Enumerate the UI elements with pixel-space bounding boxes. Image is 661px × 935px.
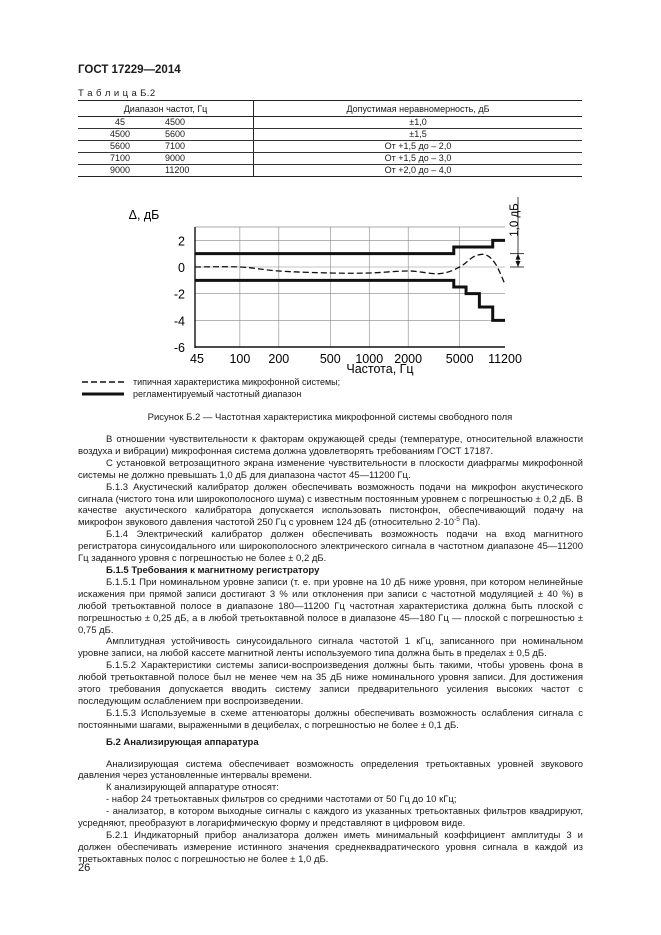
paragraph: Б.1.5.3 Используемые в схеме аттенюаторы должны обеспечивать возможность ослабления сигнала с постоянными шагами, выраженными в децибелах, с погрешностью не более ± 0,1 дБ. <box>78 707 583 731</box>
tolerance: От +1,5 до – 3,0 <box>254 153 583 165</box>
tolerance: ±1,0 <box>254 117 583 129</box>
x-tick-label: 100 <box>229 352 251 366</box>
chart-legend <box>82 376 340 400</box>
x-tick-label: 500 <box>319 352 341 366</box>
freq-from: 9000 <box>78 165 162 177</box>
tolerance: ±1,5 <box>254 129 583 141</box>
paragraph: Б.1.4 Электрический калибратор должен обеспечивать возможность подачи на вход магнитного регистратора синусоидального или широкополосного электрического сигнала в частотном диапазоне 45—11200 Гц заданного уровня с погрешностью не более ± 0,2 дБ. <box>78 529 583 565</box>
y-tick-label: -4 <box>173 314 185 329</box>
paragraph <box>78 482 583 530</box>
y-tick-label: -2 <box>173 287 185 302</box>
table-header-tolerance: Допустимая неравномерность, дБ <box>254 101 583 117</box>
tolerance-upper-line <box>195 240 505 253</box>
solid-line-swatch <box>82 391 124 397</box>
chart-svg <box>120 190 540 376</box>
paragraph: Анализирующая система обеспечивает возможность определения третьоктавных уровней звукового давления через установленные интервалы времени. <box>78 758 583 782</box>
table-row <box>78 117 582 129</box>
paragraph: В отношении чувствительности к факторам окружающей среды (температуре, относительной влажности воздуха и вибрации) микрофонная система должна удовлетворять требованиям ГОСТ 17187. <box>78 434 583 457</box>
table-header-frequency: Диапазон частот, Гц <box>78 101 254 117</box>
paragraph-text: Па). <box>459 517 481 529</box>
figure-caption: Рисунок Б.2 — Частотная характеристика микрофонной системы свободного поля <box>147 412 513 423</box>
page-number: 26 <box>78 862 91 874</box>
body-text <box>78 434 583 866</box>
tolerance-lower-line <box>195 280 505 320</box>
x-tick-label: 200 <box>268 352 290 366</box>
list-item: - анализатор, в котором выходные сигналы с каждого из указанных третьоктавных фильтров квадрируют, усредняют, преобразуют в логарифмическую форму и представляют в цифровом виде. <box>78 806 583 830</box>
table-row <box>78 129 582 141</box>
tolerance: От +2,0 до – 4,0 <box>254 165 583 177</box>
paragraph: Б.2.1 Индикаторный прибор анализатора должен иметь минимальный коэффициент амплитуды 3 и должен обеспечивать измерение истинного значения среднеквадратического уровня сигнала в каждой из третьоктавных полос с погрешностью не более ± 1,0 дБ. <box>78 830 583 865</box>
document-header: ГОСТ 17229—2014 <box>78 64 181 76</box>
y-tick-label: -6 <box>173 341 185 355</box>
y-tick-label: 0 <box>178 261 185 275</box>
freq-to: 9000 <box>162 153 254 165</box>
legend-item-typical <box>82 376 340 388</box>
table-row <box>78 153 582 165</box>
paragraph: Б.1.5.2 Характеристики системы записи-воспроизведения должны быть такими, чтобы уровень фона в любой третьоктавной полосе был не менее чем на 35 дБ ниже номинального уровня записи. Для достижения этого требования допускается вводить систему записи предварительного усиления высоких частот с последующим ослаблением при воспроизведении. <box>78 660 583 707</box>
tolerance: От +1,5 до – 2,0 <box>254 141 583 153</box>
legend-label-range: регламентируемый частотный диапазон <box>133 389 302 399</box>
freq-to: 4500 <box>162 117 254 129</box>
x-axis-label: Частота, Гц <box>346 362 414 376</box>
section-heading: Б.1.5 Требования к магнитному регистратору <box>106 564 320 576</box>
x-tick-label: 2000 <box>394 352 423 366</box>
paragraph: Амплитудная устойчивость синусоидального сигнала частотой 1 кГц, записанного при номинальном уровне записи, на любой кассете магнитной ленты используемого типа должна быть в пределах ± 0,5 дБ. <box>78 636 583 660</box>
paragraph: К анализирующей аппаратуре относят: <box>106 782 279 794</box>
table-caption: Т а б л и ц а Б.2 <box>78 88 156 99</box>
x-tick-label: 11200 <box>488 352 522 366</box>
freq-from: 7100 <box>78 153 162 165</box>
x-tick-label: 1000 <box>355 352 384 366</box>
list-item: - набор 24 третьоктавных фильтров со средними частотами от 50 Гц до 10 кГц; <box>106 794 457 806</box>
paragraph: Б.1.5.1 При номинальном уровне записи (т. е. при уровне на 10 дБ ниже уровня, при котором нелинейные искажения при прямой записи достигают 3 % или отклонения при записи с частотной модуляцией ± 40 %) в любой третьоктавной полосе в диапазоне 180—11200 Гц частотная характеристика должна быть плоской с погрешностью ± 0,25 дБ, а в любой третьоктавной полосе в диапазоне 45—180 Гц — плоской с погрешностью ± 0,75 дБ. <box>78 576 583 636</box>
frequency-response-chart <box>120 190 540 377</box>
scale-arrow-up <box>516 254 521 260</box>
y-axis-label: Δ, дБ <box>128 208 160 222</box>
scale-arrow-down <box>516 261 521 267</box>
freq-to: 5600 <box>162 129 254 141</box>
freq-from: 5600 <box>78 141 162 153</box>
freq-from: 4500 <box>78 129 162 141</box>
table-row <box>78 141 582 153</box>
paragraph: С установкой ветрозащитного экрана изменение чувствительности в плоскости диафрагмы микрофонной системы не должно превышать 1,0 дБ для диапазона частот 45—11200 Гц. <box>78 457 583 481</box>
table-row <box>78 165 582 177</box>
tolerance-table <box>78 100 582 177</box>
y-tick-label: 2 <box>178 234 185 249</box>
x-tick-label: 5000 <box>445 352 474 366</box>
section-heading: Б.2 Анализирующая аппаратура <box>106 736 259 748</box>
scale-annotation: 1,0 дБ <box>509 203 521 237</box>
freq-to: 11200 <box>162 165 254 177</box>
freq-to: 7100 <box>162 141 254 153</box>
exponent: -5 <box>454 516 460 524</box>
freq-from: 45 <box>78 117 162 129</box>
dashed-line-swatch <box>82 379 124 385</box>
paragraph-text: Б.1.3 Акустический калибратор должен обеспечивать возможность подачи на микрофон акустического сигнала (чистого тона или широкополосного шума) с известным постоянным уровнем с погрешностью ± 0,2 дБ. В качестве акустического калибратора допускается использовать пистонфон, обеспечивающий подачу на микрофон звукового давления частотой 250 Гц с уровнем 124 дБ (относительно 2·10 <box>78 481 583 529</box>
legend-item-range <box>82 388 340 400</box>
x-tick-label: 45 <box>190 352 204 366</box>
legend-label-typical: типичная характеристика микрофонной системы; <box>133 377 341 387</box>
